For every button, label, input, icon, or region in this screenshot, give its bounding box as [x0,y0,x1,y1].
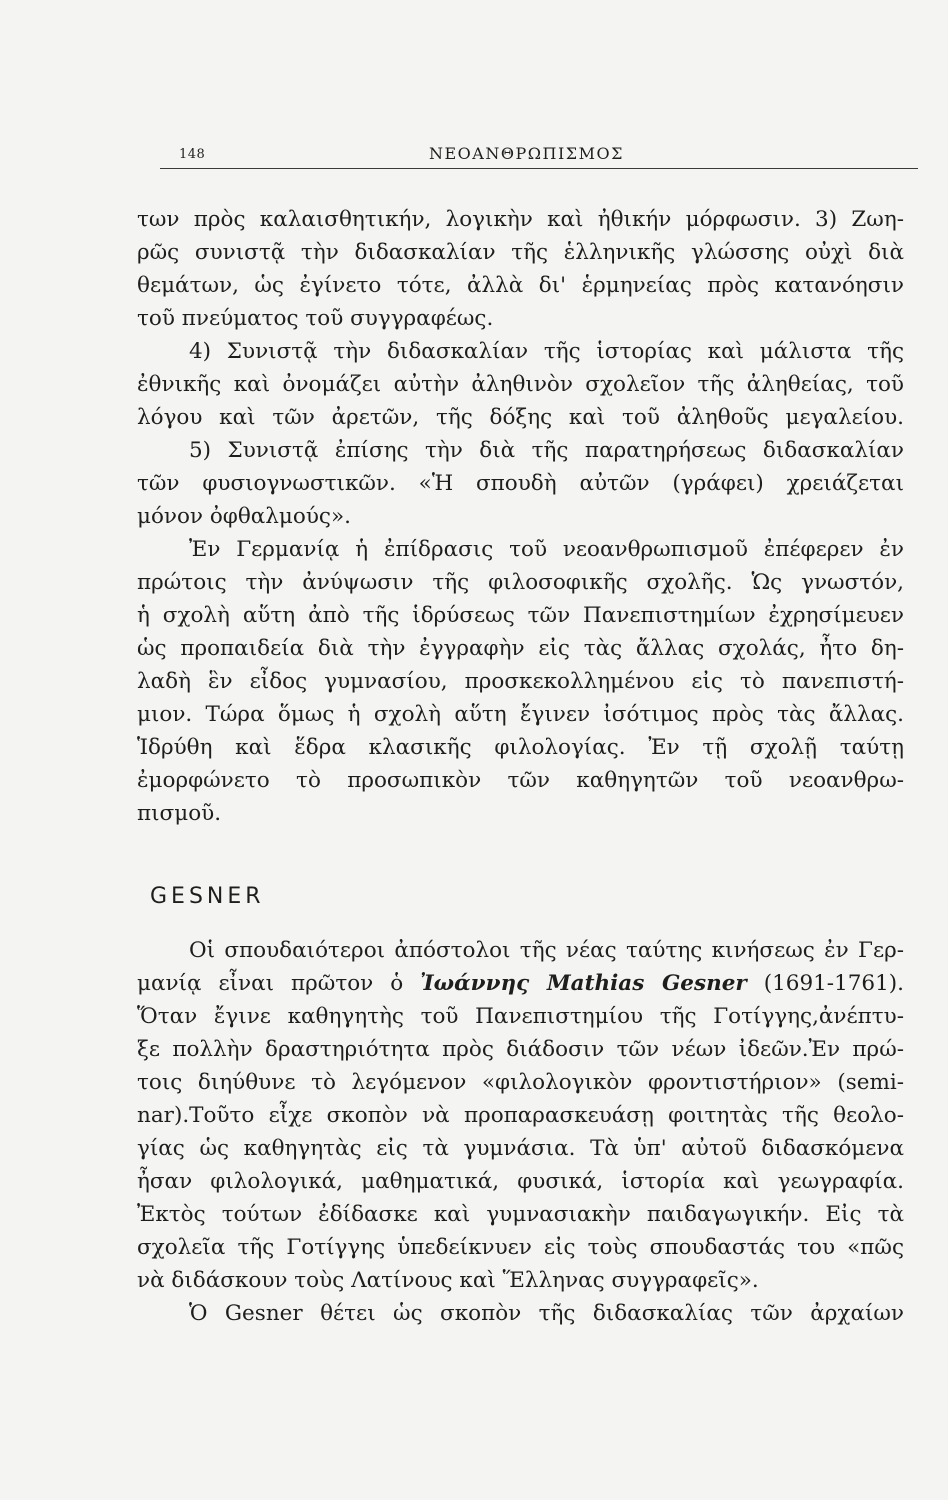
line-text: ρῶς συνιστᾷ τὴν διδασκαλίαν τῆς ἑλληνικῆς γλώσσης οὐχὶ διὰ [137,240,904,265]
page-header [167,140,918,168]
line-text: Ἐν Γερμανίᾳ ἡ ἐπίδρασις τοῦ νεοανθρωπισμοῦ ἐπέφερεν ἐν [189,537,904,562]
body-text-lower [137,934,904,1330]
line-text: nar).Τοῦτο εἶχε σκοπὸν νὰ προπαρασκευάσῃ φοιτητὰς τῆς θεολο- [137,1103,904,1128]
text-line [137,967,904,1000]
body-text-upper [137,203,904,830]
line-text: ἡ σχολὴ αὕτη ἀπὸ τῆς ἱδρύσεως τῶν Πανεπιστημίων ἐχρησίμευεν [137,603,904,628]
header-rule [160,168,918,169]
line-text: τῶν φυσιογνωστικῶν. «Ἡ σπουδὴ αὐτῶν (γράφει) χρειάζεται [137,471,904,496]
line-text: μανίᾳ εἶναι πρῶτον ὁ [137,971,421,996]
text-line [137,1165,904,1198]
text-line [137,401,904,434]
text-line [137,1132,904,1165]
page-number: 148 [179,147,206,162]
line-text: πρώτοις τὴν ἀνύψωσιν τῆς φιλοσοφικῆς σχολῆς. Ὡς γνωστόν, [137,570,904,595]
line-text: Ἱδρύθη καὶ ἕδρα κλασικῆς φιλολογίας. Ἐν τῇ σχολῇ ταύτῃ [137,735,904,760]
text-line [137,203,904,236]
line-text: ἐθνικῆς καὶ ὀνομάζει αὐτὴν ἀληθινὸν σχολεῖον τῆς ἀληθείας, τοῦ [137,372,904,397]
line-text: Ὅταν ἔγινε καθηγητὴς τοῦ Πανεπιστημίου τῆς Γοτίγγης,ἀνέπτυ- [137,1004,904,1029]
line-text: Οἱ σπουδαιότεροι ἀπόστολοι τῆς νέας ταύτης κινήσεως ἐν Γερ- [189,938,904,963]
line-text: Ὁ Gesner θέτει ὡς σκοπὸν τῆς διδασκαλίας τῶν ἀρχαίων [189,1301,904,1326]
line-text: λόγου καὶ τῶν ἀρετῶν, τῆς δόξης καὶ τοῦ ἀληθοῦς μεγαλείου. [137,405,904,430]
line-text: γίας ὡς καθηγητὰς εἰς τὰ γυμνάσια. Τὰ ὑπ' αὐτοῦ διδασκόμενα [137,1136,904,1161]
text-line [137,500,904,533]
text-line [137,665,904,698]
line-text: τοῦ πνεύματος τοῦ συγγραφέως. [137,306,494,331]
text-line [137,698,904,731]
person-name: Ἰωάννης Mathias Gesner [420,971,747,996]
line-text: μιον. Τώρα ὅμως ἡ σχολὴ αὕτη ἔγινεν ἰσότιμος πρὸς τὰς ἄλλας. [137,702,904,727]
text-line [137,335,904,368]
line-text: θεμάτων, ὡς ἐγίνετο τότε, ἀλλὰ δι' ἑρμηνείας πρὸς κατανόησιν [137,273,904,298]
line-text: νὰ διδάσκουν τοὺς Λατίνους καὶ Ἕλληνας συγγραφεῖς». [137,1268,759,1293]
text-line [137,1066,904,1099]
text-line [137,1231,904,1264]
line-text: 5) Συνιστᾷ ἐπίσης τὴν διὰ τῆς παρατηρήσεως διδασκαλίαν [189,438,904,463]
line-text: 4) Συνιστᾷ τὴν διδασκαλίαν τῆς ἱστορίας καὶ μάλιστα τῆς [189,339,904,364]
text-line [137,1264,904,1297]
line-text: λαδὴ ἓν εἶδος γυμνασίου, προσκεκολλημένου εἰς τὸ πανεπιστή- [137,669,904,694]
text-line [137,1099,904,1132]
text-line [137,566,904,599]
text-line [137,934,904,967]
text-line [137,302,904,335]
text-line [137,368,904,401]
line-text: μόνον ὀφθαλμούς». [137,504,351,529]
text-line [137,434,904,467]
text-line [137,797,904,830]
text-line [137,599,904,632]
line-text: των πρὸς καλαισθητικήν, λογικὴν καὶ ἠθικήν μόρφωσιν. 3) Ζωη- [137,207,904,232]
text-line [137,764,904,797]
section-title: GESNER [150,884,265,909]
line-text: ξε πολλὴν δραστηριότητα πρὸς διάδοσιν τῶν νέων ἰδεῶν.Ἐν πρώ- [137,1037,904,1062]
line-text: ἐμορφώνετο τὸ προσωπικὸν τῶν καθηγητῶν τοῦ νεοανθρω- [137,768,904,793]
body-text-lower-rest [137,1000,904,1330]
text-line [137,269,904,302]
text-line [137,1033,904,1066]
text-line [137,632,904,665]
text-line [137,1297,904,1330]
running-head: ΝΕΟΑΝΘΡΩΠΙΣΜΟΣ [429,144,624,163]
text-line [137,1000,904,1033]
line-text: σχολεῖα τῆς Γοτίγγης ὑπεδείκνυεν εἰς τοὺς σπουδαστάς του «πῶς [137,1235,904,1260]
line-text: Ἐκτὸς τούτων ἐδίδασκε καὶ γυμνασιακὴν παιδαγωγικήν. Εἰς τὰ [137,1202,904,1227]
life-dates: (1691-1761). [746,971,905,996]
text-line [137,1198,904,1231]
text-line [137,533,904,566]
line-text: ὡς προπαιδεία διὰ τὴν ἐγγραφὴν εἰς τὰς ἄλλας σχολάς, ἦτο δη- [137,636,904,661]
text-line [137,236,904,269]
text-line [137,731,904,764]
line-text: πισμοῦ. [137,801,222,826]
line-text: ἦσαν φιλολογικά, μαθηματικά, φυσικά, ἱστορία καὶ γεωγραφία. [137,1169,904,1194]
text-line [137,467,904,500]
line-text: τοις διηύθυνε τὸ λεγόμενον «φιλολογικὸν φροντιστήριον» (semi- [137,1070,904,1095]
